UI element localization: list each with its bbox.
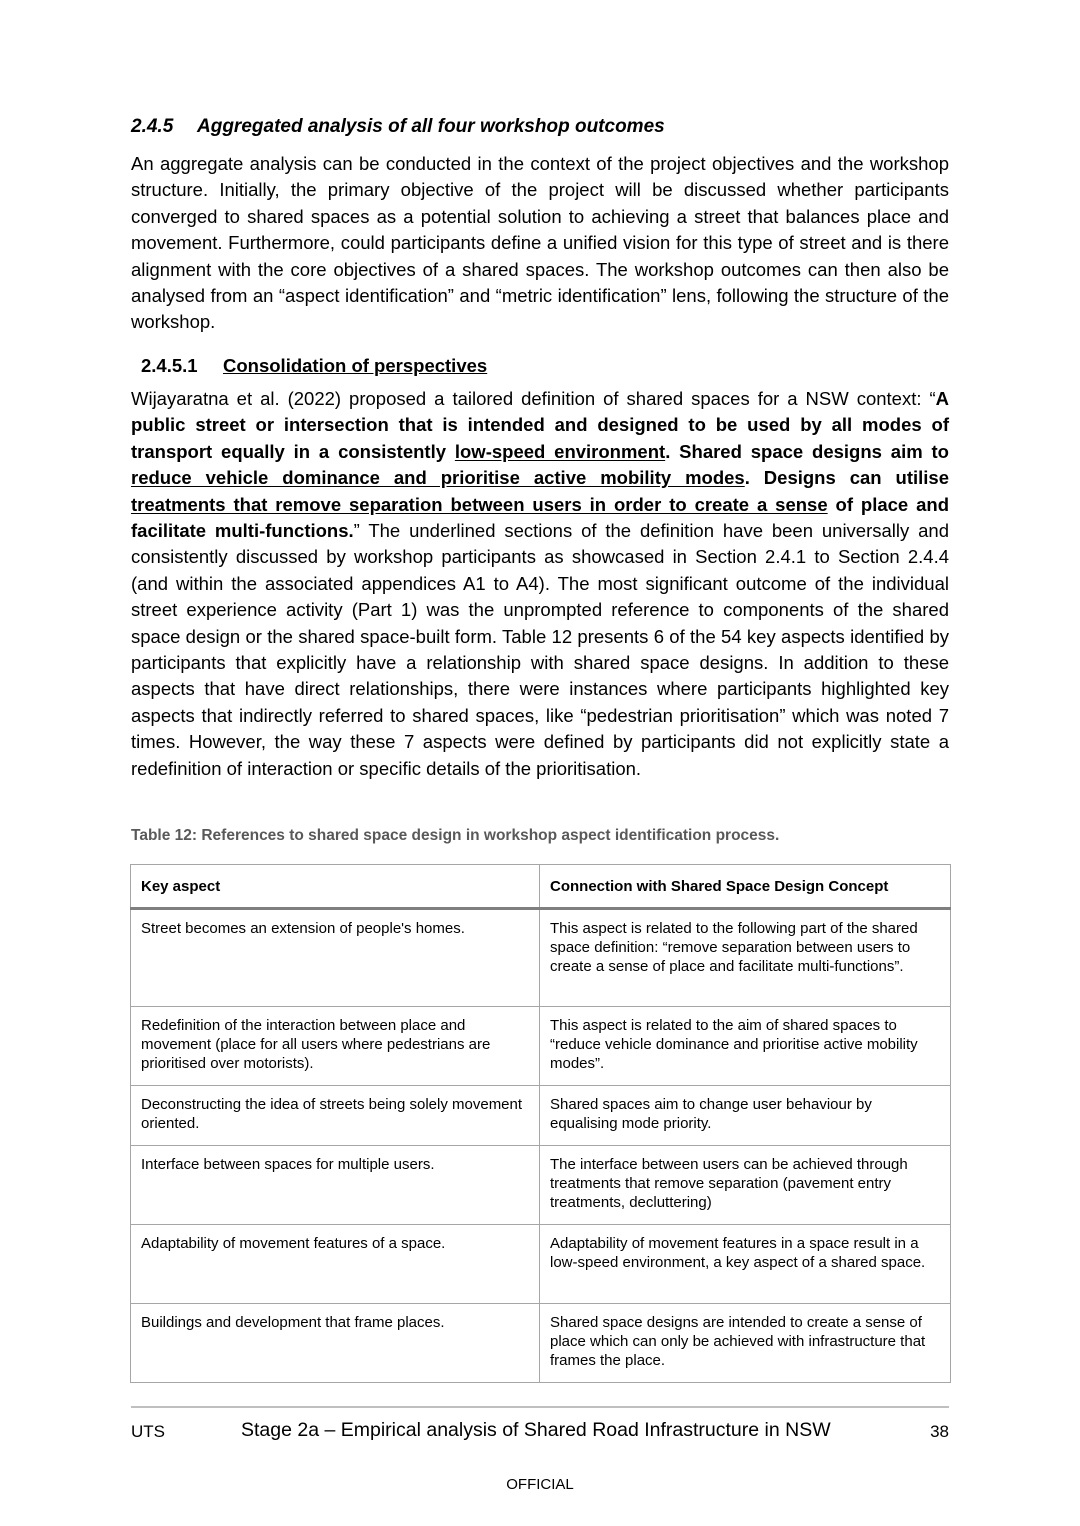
cell-key-aspect: Buildings and development that frame places. [131,1304,540,1383]
cell-connection: Adaptability of movement features in a space result in a low-speed environment, a key aspect of a shared space. [540,1225,951,1304]
section-heading [131,116,665,138]
table-row [131,1007,951,1086]
table-row [131,909,951,1007]
cell-key-aspect: Redefinition of the interaction between place and movement (place for all users where pedestrians are prioritised over motorists). [131,1007,540,1086]
cell-key-aspect: Adaptability of movement features of a space. [131,1225,540,1304]
cell-connection: This aspect is related to the following part of the shared space definition: “remove separation between users to create a sense of place and facilitate multi-functions”. [540,909,951,1007]
subsection-paragraph [131,386,949,782]
table-row [131,1225,951,1304]
table-row [131,1146,951,1225]
table-header-row [131,865,951,909]
section-number: 2.4.5 [131,116,174,137]
definition-part-2: . Shared space designs aim to [665,440,949,462]
cell-connection: Shared spaces aim to change user behaviour by equalising mode priority. [540,1086,951,1146]
cell-connection: The interface between users can be achieved through treatments that remove separation (pavement entry treatments, decluttering) [540,1146,951,1225]
cell-connection: Shared space designs are intended to create a sense of place which can only be achieved with infrastructure that frames the place. [540,1304,951,1383]
definition-part-3: . Designs can utilise [744,467,949,489]
subsection-title: Consolidation of perspectives [223,355,488,376]
table-row [131,1304,951,1383]
cell-key-aspect: Interface between spaces for multiple users. [131,1146,540,1225]
subsection-number: 2.4.5.1 [141,355,198,376]
table-row [131,1086,951,1146]
table-caption: Table 12: References to shared space design in workshop aspect identification process. [131,827,780,844]
footer-divider [131,1406,949,1408]
definition-underline-1: low-speed environment [454,440,666,462]
footer-org: UTS [131,1422,165,1441]
section-title: Aggregated analysis of all four workshop outcomes [197,116,665,137]
aspects-table [130,864,951,1383]
definition-part-4: of place and facilitate multi-functions. [131,493,950,542]
page-number: 38 [930,1422,949,1441]
header-key-aspect: Key aspect [131,865,540,909]
definition-underline-2: reduce vehicle dominance and prioritise active mobility modes [131,467,745,489]
cell-key-aspect: Deconstructing the idea of streets being solely movement oriented. [131,1086,540,1146]
footer-title: Stage 2a – Empirical analysis of Shared Road Infrastructure in NSW [241,1419,831,1441]
rest-text: ” The underlined sections of the definition have been universally and consistently discussed by workshop participants as showcased in Section 2.4.1 to Section 2.4.4 (and within the associated appendices A1 to A4). The most significant outcome of the individual street experience activity (Part 1) was the unprompted reference to components of the shared space design or the shared space-built form. Table 12 presents 6 of the 54 key aspects identified by participants that explicitly have a relationship with shared space designs. In addition to these aspects that have direct relationships, there were instances where participants highlighted key aspects that indirectly referred to shared spaces, like “pedestrian prioritisation” which was noted 7 times. However, the way these 7 aspects were defined by participants did not explicitly state a redefinition of interaction or specific details of the prioritisation. [131,520,949,779]
header-connection: Connection with Shared Space Design Concept [540,865,951,909]
intro-text: Wijayaratna et al. (2022) proposed a tailored definition of shared spaces for a NSW context: “ [131,388,936,409]
definition-underline-3: treatments that remove separation between users in order to create a sense [131,493,828,515]
section-paragraph: An aggregate analysis can be conducted in the context of the project objectives and the workshop structure. Initially, the primary objective of the project will be discussed whether participants converged to shared spaces as a potential solution to achieving a street that balances place and movement. Furthermore, could participants define a unified vision for this type of street and is there alignment with the core objectives of a shared spaces. The workshop outcomes can then also be analysed from an “aspect identification” and “metric identification” lens, following the structure of the workshop. [131,153,949,333]
definition-part-1: A public street or intersection that is intended and designed to be used by all modes of transport equally in a consistently [131,388,949,462]
classification-label: OFFICIAL [506,1476,574,1493]
cell-connection: This aspect is related to the aim of shared spaces to “reduce vehicle dominance and prioritise active mobility modes”. [540,1007,951,1086]
cell-key-aspect: Street becomes an extension of people's homes. [131,909,540,1007]
definition-text [131,388,949,541]
subsection-heading [141,355,487,377]
